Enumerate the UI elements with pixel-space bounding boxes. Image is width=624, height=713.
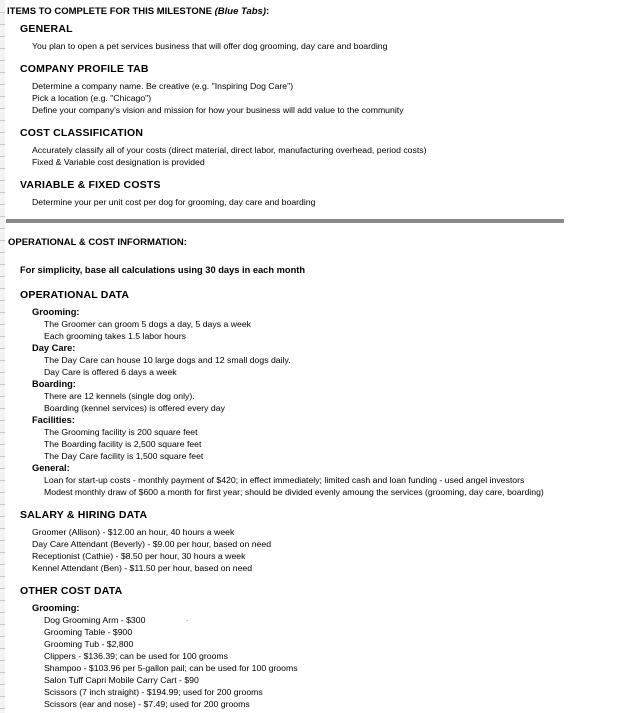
variable-fixed-heading: VARIABLE & FIXED COSTS (20, 179, 161, 191)
op-boarding-line: Boarding (kennel services) is offered every day (44, 403, 225, 413)
salary-line: Day Care Attendant (Beverly) - $9.00 per hour, based on need (32, 539, 272, 549)
stray-dot: . (186, 614, 189, 623)
op-grooming-line: Each grooming takes 1.5 labor hours (44, 331, 186, 341)
salary-line: Groomer (Allison) - $12.00 an hour, 40 hours a week (32, 527, 235, 537)
op-day-care-label: Day Care: (32, 343, 76, 353)
op-boarding-line: There are 12 kennels (single dog only). (44, 391, 195, 401)
company-profile-heading: COMPANY PROFILE TAB (20, 63, 149, 75)
op-day-care-line: The Day Care can house 10 large dogs and 12 small dogs daily. (44, 355, 291, 365)
op-facilities-line: The Day Care facility is 1,500 square feet (44, 451, 204, 461)
oc-grooming-line: Clippers - $136.39; can be used for 100 grooms (44, 651, 228, 661)
company-profile-line: Pick a location (e.g. "Chicago") (32, 93, 152, 103)
op-grooming-line: The Groomer can groom 5 dogs a day, 5 days a week (44, 319, 251, 329)
salary-heading: SALARY & HIRING DATA (20, 509, 148, 521)
oc-grooming-line: Scissors (ear and nose) - $7.49; used for 200 grooms (44, 699, 250, 709)
milestone-title-em: (Blue Tabs) (214, 6, 266, 17)
milestone-title-text: ITEMS TO COMPLETE FOR THIS MILESTONE (7, 6, 212, 17)
calculation-note: For simplicity, base all calculations using 30 days in each month (20, 265, 306, 275)
variable-fixed-line: Determine your per unit cost per dog for grooming, day care and boarding (32, 197, 316, 207)
op-facilities-label: Facilities: (32, 415, 75, 425)
section-divider (6, 219, 564, 223)
op-day-care-line: Day Care is offered 6 days a week (44, 367, 177, 377)
oc-grooming-line: Shampoo - $103.96 per 5-gallon pail; can be used for 100 grooms (44, 663, 298, 673)
op-boarding-label: Boarding: (32, 379, 76, 389)
general-heading: GENERAL (20, 23, 73, 35)
company-profile-line: Determine a company name. Be creative (e.g. "Inspiring Dog Care") (32, 81, 294, 91)
row-gutter (0, 0, 5, 713)
oc-grooming-line: Salon Tuff Capri Mobile Carry Cart - $90 (44, 675, 199, 685)
milestone-title-suffix: : (265, 6, 270, 17)
salary-line: Kennel Attendant (Ben) - $11.50 per hour, based on need (32, 563, 253, 573)
oc-grooming-label: Grooming: (32, 603, 80, 613)
op-general-label: General: (32, 463, 70, 473)
op-facilities-line: The Boarding facility is 2,500 square feet (44, 439, 202, 449)
operational-data-heading: OPERATIONAL DATA (20, 289, 130, 301)
company-profile-line: Define your company's vision and mission for how your business will add value to the community (32, 105, 404, 115)
op-grooming-label: Grooming: (32, 307, 80, 317)
cost-classification-line: Fixed & Variable cost designation is provided (32, 157, 205, 167)
op-general-line: Modest monthly draw of $600 a month for first year; should be divided evenly amoung the services (grooming, day care, boarding) (44, 487, 544, 497)
op-facilities-line: The Grooming facility is 200 square feet (44, 427, 198, 437)
op-general-line: Loan for start-up costs - monthly payment of $420; in effect immediately; limited cash and loan funding - used angel investors (44, 475, 525, 485)
general-line: You plan to open a pet services business that will offer dog grooming, day care and boarding (32, 41, 388, 51)
oc-grooming-line: Grooming Table - $900 (44, 627, 133, 637)
milestone-title (7, 6, 269, 18)
cost-classification-heading: COST CLASSIFICATION (20, 127, 144, 139)
oc-grooming-line: Scissors (7 inch straight) - $194.99; used for 200 grooms (44, 687, 263, 697)
oc-grooming-line: Grooming Tub - $2,800 (44, 639, 134, 649)
cost-classification-line: Accurately classify all of your costs (direct material, direct labor, manufacturing overhead, period costs) (32, 145, 427, 155)
operational-title: OPERATIONAL & COST INFORMATION: (8, 237, 187, 248)
other-cost-heading: OTHER COST DATA (20, 585, 123, 597)
oc-grooming-line: Dog Grooming Arm - $300 (44, 615, 146, 625)
salary-line: Receptionist (Cathie) - $8.50 per hour, 30 hours a week (32, 551, 246, 561)
